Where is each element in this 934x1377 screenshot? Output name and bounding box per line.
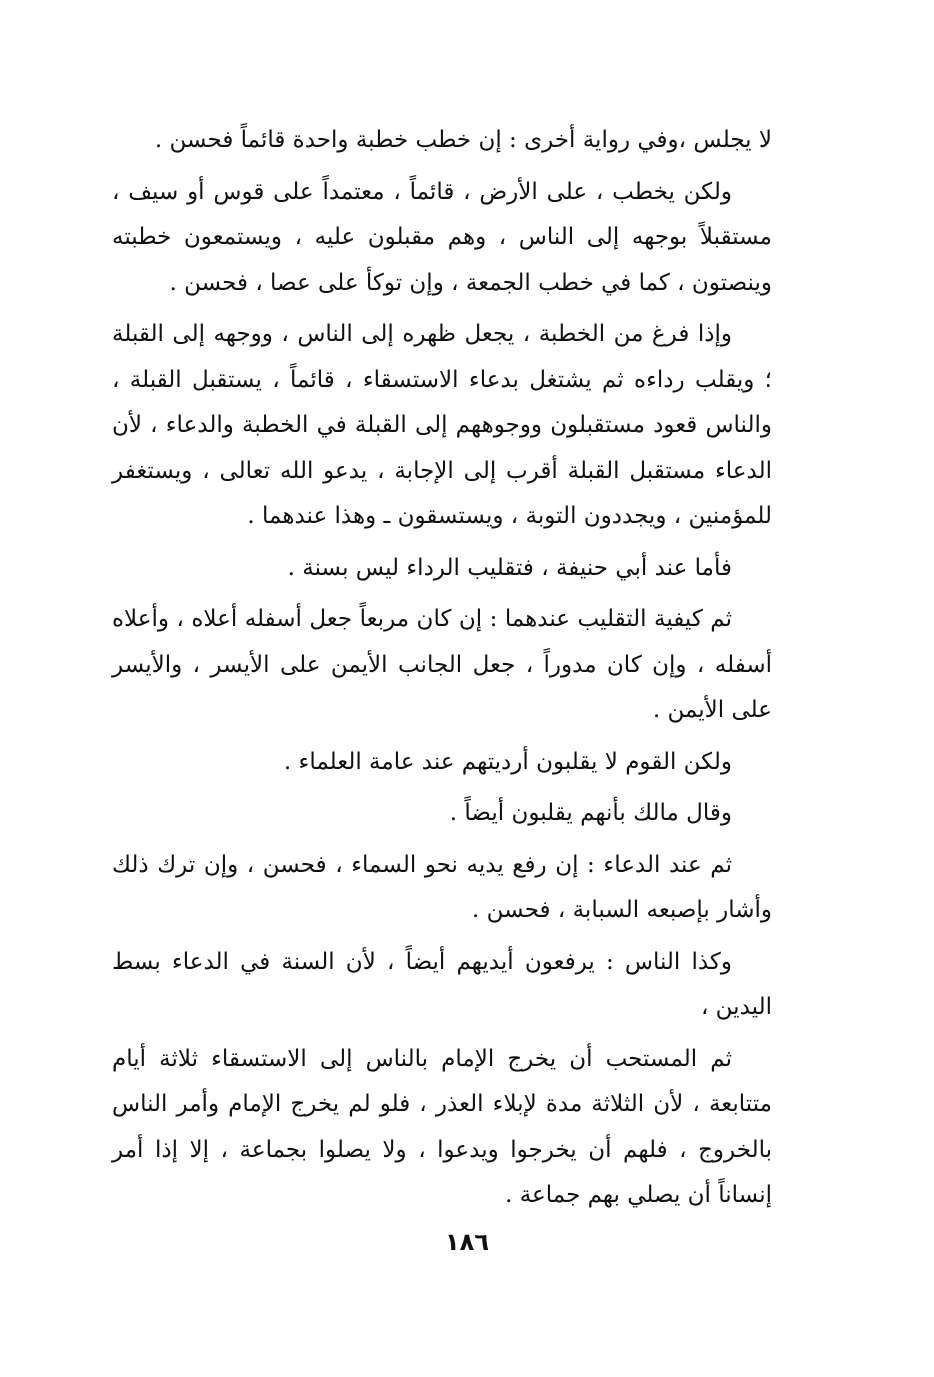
paragraph-3: وإذا فرغ من الخطبة ، يجعل ظهره إلى الناس ، ووجهه إلى القبلة ؛ ويقلب رداءه ثم يشتغل بدعاء الاستسقاء ، قائماً ، يستقبل القبلة ، والناس قعود مستقبلون ووجوههم إلى القبلة في الخطبة والدعاء ، لأن الدعاء مستقبل القبلة أقرب إلى الإجابة ، يدعو الله تعالى ، ويستغفر للمؤمنين ، ويجددون التوبة ، ويستسقون ـ وهذا عندهما . [112,321,772,529]
paragraph-7: وقال مالك بأنهم يقلبون أيضاً . [449,800,732,826]
paragraph-2: ولكن يخطب ، على الأرض ، قائماً ، معتمداً على قوس أو سيف ، مستقبلاً بوجهه إلى الناس ، وهم مقبلون عليه ، ويستمعون خطبته وينصتون ، كما في خطب الجمعة ، وإن توكأ على عصا ، فحسن . [112,178,772,296]
paragraph-8: ثم عند الدعاء : إن رفع يديه نحو السماء ، فحسن ، وإن ترك ذلك وأشار بإصبعه السبابة ، فحسن . [112,851,772,923]
body-text [112,118,772,1225]
paragraph-1: لا يجلس ،وفي رواية أخرى : إن خطب خطبة واحدة قائماً فحسن . [154,127,772,153]
paragraph-5: ثم كيفية التقليب عندهما : إن كان مربعاً جعل أسفله أعلاه ، وأعلاه أسفله ، وإن كان مدوراً ، جعل الجانب الأيمن على الأيسر ، والأيسر على الأيمن . [112,606,772,723]
paragraph-6: ولكن القوم لا يقلبون أرديتهم عند عامة العلماء . [283,748,732,775]
page-number: ١٨٦ [445,1228,489,1256]
paragraph-10: ثم المستحب أن يخرج الإمام بالناس إلى الاستسقاء ثلاثة أيام متتابعة ، لأن الثلاثة مدة لإبلاء العذر ، فلو لم يخرج الإمام وأمر الناس بالخروج ، فلهم أن يخرجوا ويدعوا ، ولا يصلوا بجماعة ، إلا إذا أمر إنساناً أن يصلي بهم جماعة . [112,1045,772,1208]
paragraph-4: فأما عند أبي حنيفة ، فتقليب الرداء ليس بسنة . [287,554,732,581]
paragraph-9: وكذا الناس : يرفعون أيديهم أيضاً ، لأن السنة في الدعاء بسط اليدين ، [112,948,772,1020]
